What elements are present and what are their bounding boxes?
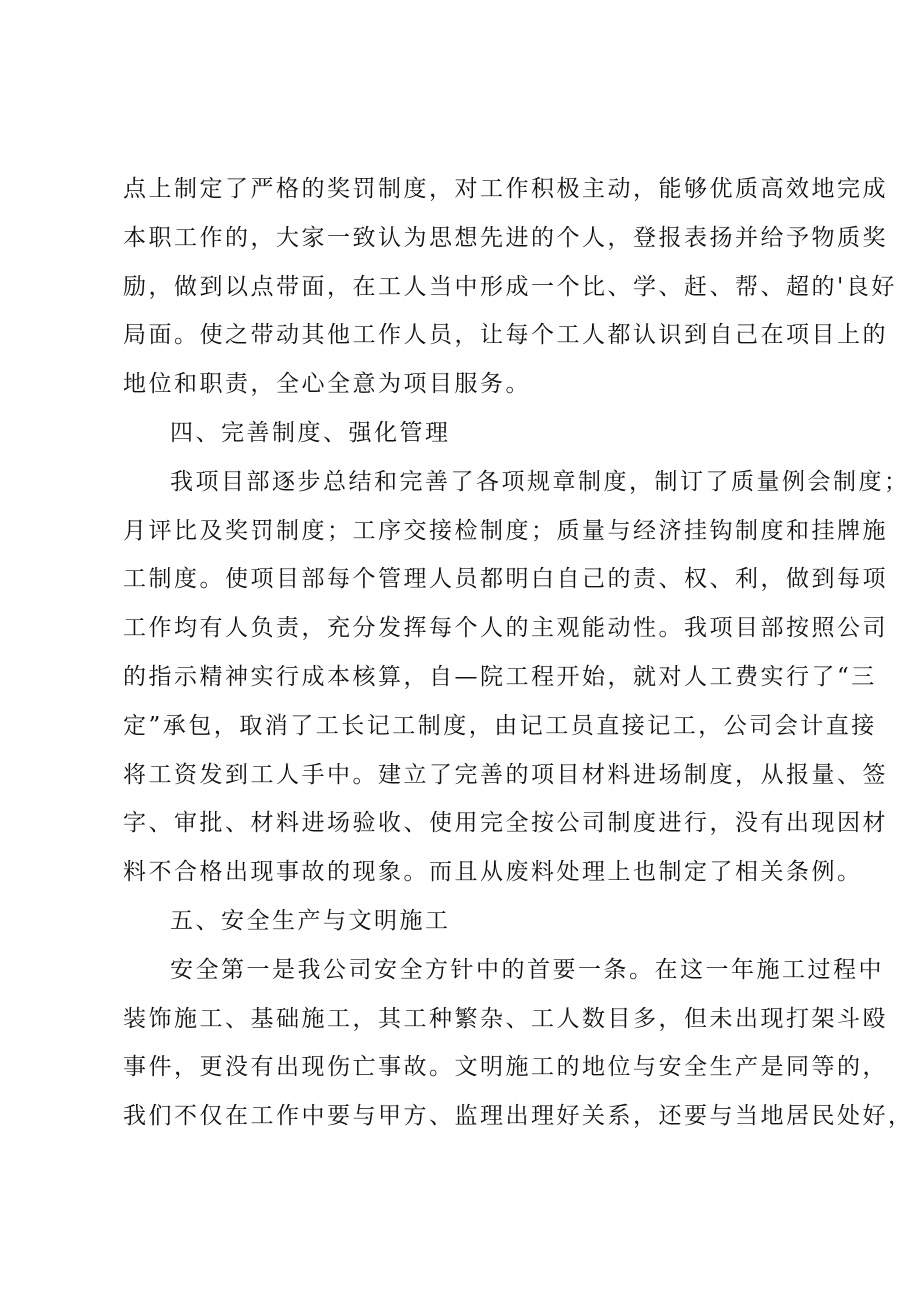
paragraph-first-line: 我项目部逐步总结和完善了各项规章制度，制订了质量例会制度； [170, 468, 910, 495]
text-line: 料不合格出现事故的现象。而且从废料处理上也制定了相关条例。 [123, 859, 863, 886]
text-line: 工制度。使项目部每个管理人员都明白自己的责、权、利，做到每项 [123, 566, 888, 593]
text-line: 定”承包，取消了工长记工制度，由记工员直接记工，公司会计直接 [123, 712, 877, 739]
text-line: 将工资发到工人手中。建立了完善的项目材料进场制度，从报量、签 [123, 761, 888, 788]
text-line: 的指示精神实行成本核算，自—院工程开始，就对人工费实行了“三 [123, 663, 877, 690]
text-line: 点上制定了严格的奖罚制度，对工作积极主动，能够优质高效地完成 [123, 176, 888, 202]
document-body [123, 165, 914, 1141]
section-heading: 五、安全生产与文明施工 [170, 907, 451, 934]
section-heading: 四、完善制度、强化管理 [170, 419, 451, 446]
text-line: 工作均有人负责，充分发挥每个人的主观能动性。我项目部按照公司 [123, 615, 888, 642]
text-line: 事件，更没有出现伤亡事故。文明施工的地位与安全生产是同等的， [123, 1054, 888, 1081]
text-line: 我们不仅在工作中要与甲方、监理出理好关系，还要与当地居民处好， [123, 1103, 914, 1130]
text-line: 装饰施工、基础施工，其工种繁杂、工人数目多，但未出现打架斗殴 [123, 1005, 888, 1032]
text-line: 地位和职责，全心全意为项目服务。 [123, 371, 531, 398]
paragraph-first-line: 安全第一是我公司安全方针中的首要一条。在这一年施工过程中 [170, 956, 884, 983]
text-line: 本职工作的，大家一致认为思想先进的个人，登报表扬并给予物质奖 [123, 224, 888, 251]
text-line: 局面。使之带动其他工作人员，让每个工人都认识到自己在项目上的 [123, 322, 888, 349]
text-line: 励，做到以点带面，在工人当中形成一个比、学、赶、帮、超的'良好 [123, 273, 897, 300]
text-line: 字、审批、材料进场验收、使用完全按公司制度进行，没有出现因材 [123, 810, 888, 837]
text-line: 月评比及奖罚制度；工序交接检制度；质量与经济挂钩制度和挂牌施 [123, 517, 888, 544]
